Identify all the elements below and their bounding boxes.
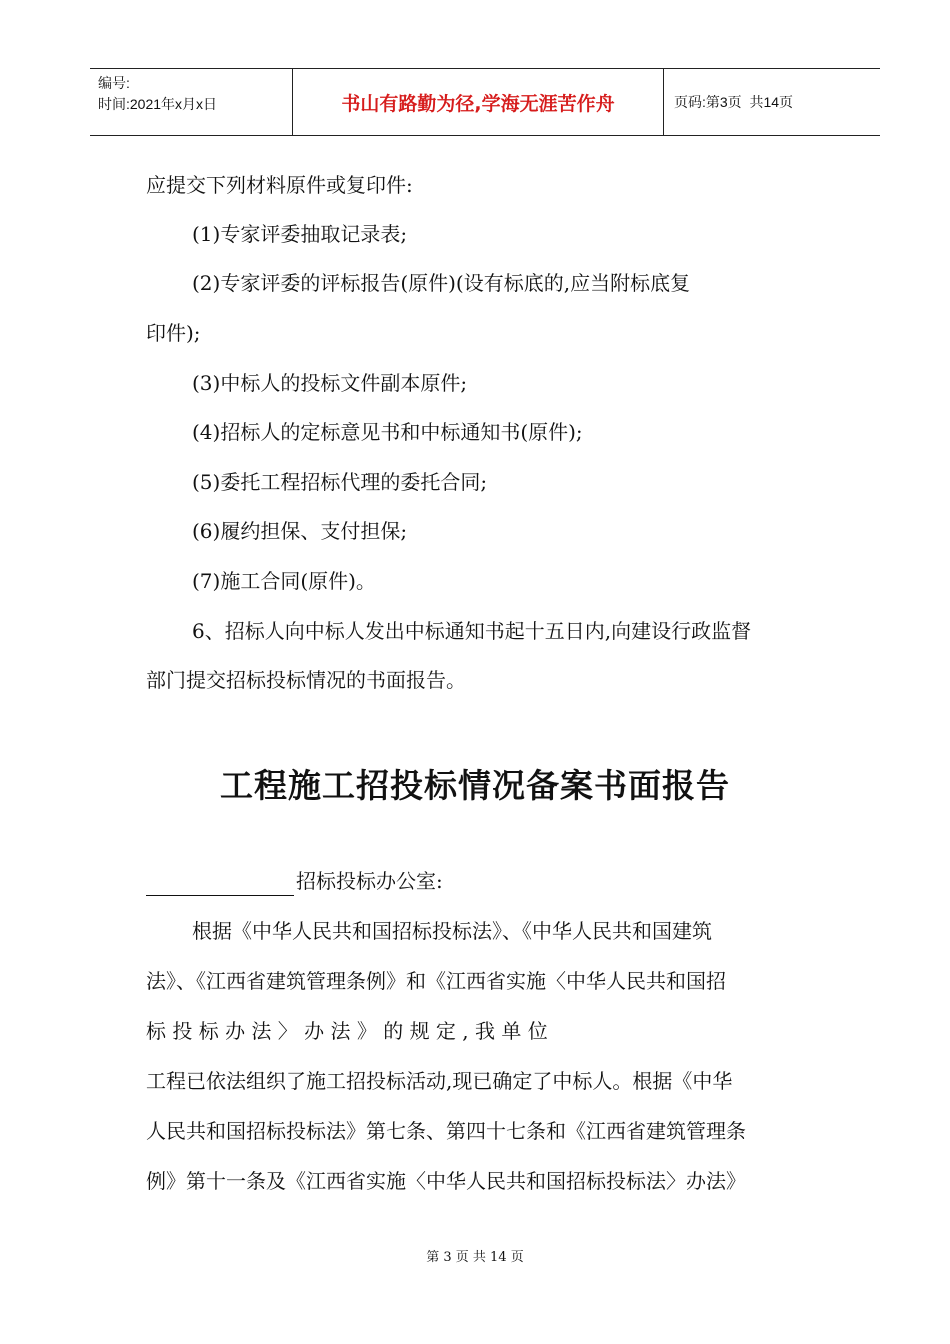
list-item-continuation: 印件); (146, 321, 201, 345)
fill-in-blank (146, 873, 294, 896)
report-title: 工程施工招投标情况备案书面报告 (220, 766, 730, 805)
paragraph-line: 6、招标人向中标人发出中标通知书起十五日内,向建设行政监督 (192, 619, 752, 643)
page-header (90, 68, 880, 136)
list-item: (1)专家评委抽取记录表; (192, 222, 408, 246)
paragraph-line: 部门提交招标投标情况的书面报告。 (146, 668, 466, 692)
paragraph-line: 人民共和国招标投标法》第七条、第四十七条和《江西省建筑管理条 (146, 1119, 746, 1143)
list-item: (7)施工合同(原件)。 (192, 569, 376, 593)
list-item: (3)中标人的投标文件副本原件; (192, 371, 468, 395)
page-info-text: 页码:第3页 共14页 (674, 94, 794, 110)
paragraph-line: 根据《中华人民共和国招标投标法》、《中华人民共和国建筑 (192, 919, 712, 943)
header-page-info (664, 69, 880, 135)
list-item: (5)委托工程招标代理的委托合同; (192, 470, 488, 494)
document-number-label: 编号: (98, 75, 130, 91)
header-meta (90, 69, 292, 135)
list-item: (4)招标人的定标意见书和中标通知书(原件); (192, 420, 583, 444)
document-time-label: 时间:2021年x月x日 (98, 96, 218, 112)
addressee-text: 招标投标办公室: (296, 869, 443, 893)
addressee-line (146, 866, 443, 896)
paragraph-line: 应提交下列材料原件或复印件: (146, 173, 413, 197)
paragraph-line: 法》、《江西省建筑管理条例》和《江西省实施〈中华人民共和国招 (146, 969, 726, 993)
page-footer (0, 1246, 950, 1265)
header-motto: 书山有路勤为径,学海无涯苦作舟 (292, 69, 664, 135)
list-item: (6)履约担保、支付担保; (192, 519, 408, 543)
list-item: (2)专家评委的评标报告(原件)(设有标底的,应当附标底复 (192, 271, 691, 295)
footer-page-number: 第 3 页 共 14 页 (426, 1250, 524, 1265)
paragraph-line: 工程已依法组织了施工招投标活动,现已确定了中标人。根据《中华 (146, 1069, 733, 1093)
paragraph-line: 例》第十一条及《江西省实施〈中华人民共和国招标投标法〉办法》 (146, 1169, 746, 1193)
paragraph-line: 标 投 标 办 法 〉 办 法 》 的 规 定 , 我 单 位 (146, 1019, 548, 1043)
